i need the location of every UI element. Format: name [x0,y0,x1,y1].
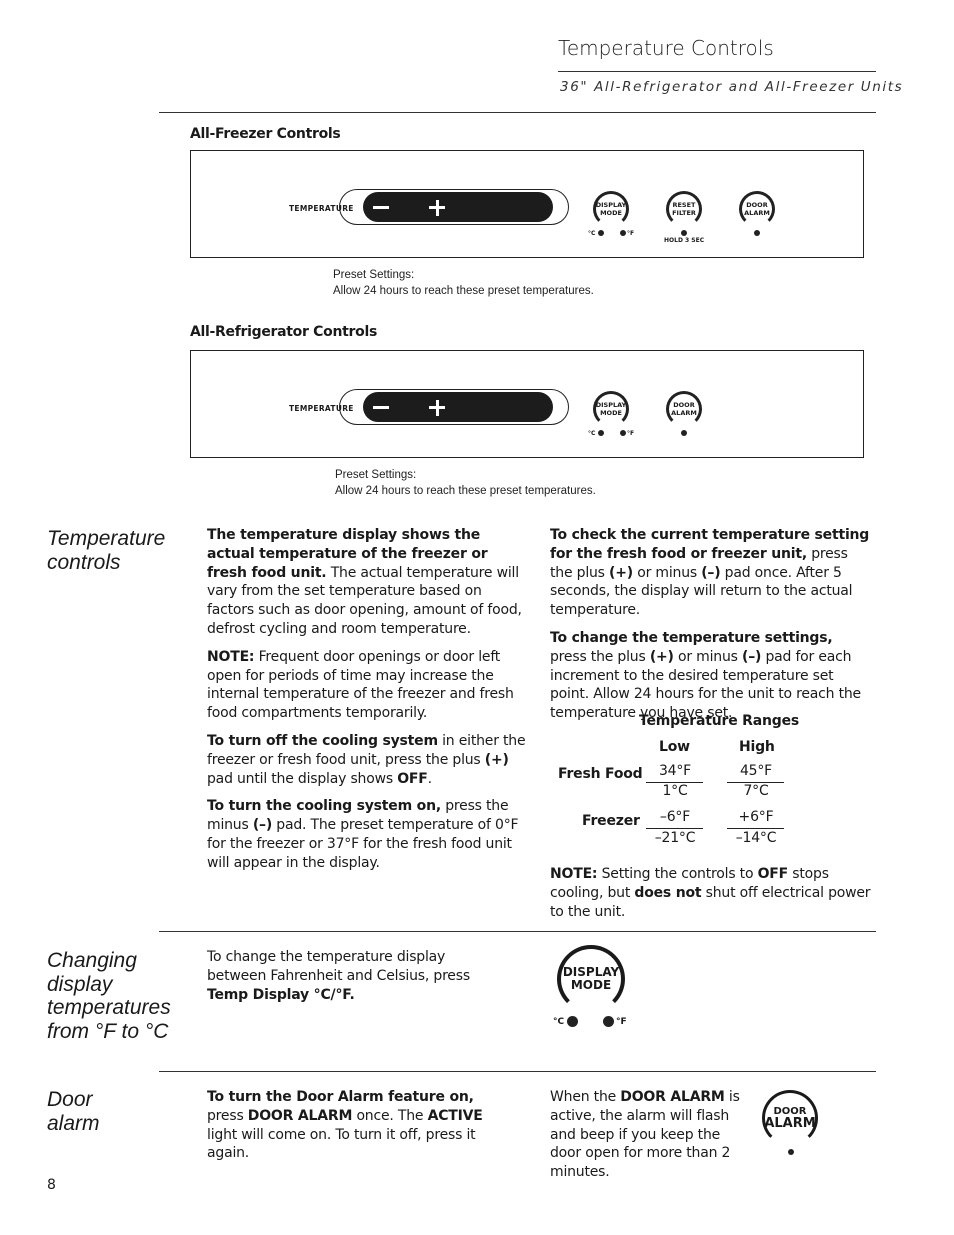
freezer-high-f: +6°F [738,809,774,825]
fridge-control-panel [190,350,864,458]
temperature-controls-left-column [207,526,527,882]
paragraph: To turn the cooling system on, press the minus (–) pad. The preset temperature of 0°F for the freezer or 37°F for the fresh food unit will appear in the display. [207,798,519,871]
door-alarm-heading: Door alarm [47,1088,100,1135]
fahrenheit-indicator [603,1016,614,1027]
freezer-low-f: –6°F [659,809,691,825]
changing-display-text: To change the temperature display between Fahrenheit and Celsius, press Temp Display °C/°F. [207,949,470,1003]
door-alarm-indicator [681,430,687,436]
freezer-control-panel [190,150,864,258]
fahrenheit-label: °F [616,1017,627,1027]
door-alarm-button[interactable]: DOOR ALARM [739,191,775,227]
freezer-preset-note: Preset Settings: Allow 24 hours to reach these preset temperatures. [333,269,594,297]
cell-divider [646,828,703,829]
header-rule [558,71,876,72]
fresh-food-low-f: 34°F [658,763,692,779]
fresh-food-low-c: 1°C [662,783,688,799]
temperature-pad[interactable] [363,192,553,222]
header-divider [159,112,876,113]
paragraph: NOTE: Frequent door openings or door left open for periods of time may increase the internal temperature of the freezer and fresh food compartments temporarily. [207,648,514,722]
door-alarm-indicator [754,230,760,236]
door-alarm-right-text: When the DOOR ALARM is active, the alarm will flash and beep if you keep the door open for more than 2 minutes. [550,1089,740,1181]
freezer-panel-label: All-Freezer Controls [190,126,341,142]
page-number: 8 [47,1177,56,1193]
temperature-pad[interactable] [363,392,553,422]
door-alarm-left-text: To turn the Door Alarm feature on, press DOOR ALARM once. The ACTIVE light will come on. To turn it off, press it again. [207,1089,483,1162]
door-alarm-button[interactable]: DOOR ALARM [666,391,702,427]
section-divider [159,931,876,932]
temperature-ranges-title: Temperature Ranges [639,713,800,729]
fresh-food-high-f: 45°F [739,763,773,779]
plus-icon-vertical [436,200,439,216]
door-alarm-button-large[interactable]: DOOR ALARM [762,1090,818,1146]
paragraph: The temperature display shows the actual temperature of the freezer or fresh food unit. The actual temperature will vary from the set temperature based on factors such as door opening, amount of food, defrost cycling and room temperature. [207,527,522,637]
hold-label: HOLD 3 SEC [664,237,705,244]
celsius-label: °C [553,1017,565,1027]
celsius-label: °C [588,230,596,237]
temperature-controls-heading: Temperature controls [47,527,166,574]
paragraph: To change the temperature settings, press the plus (+) or minus (–) pad for each increment to the desired temperature set point. Allow 24 hours for the unit to reach the temperature you have set. [550,629,861,722]
cell-divider [727,828,784,829]
display-mode-button[interactable]: DISPLAY MODE [593,191,629,227]
temperature-label: TEMPERATURE [289,204,354,213]
display-mode-button[interactable]: DISPLAY MODE [593,391,629,427]
temperature-controls-right-column [550,526,870,732]
section-divider [159,1071,876,1072]
celsius-indicator [598,430,604,436]
freezer-high-c: –14°C [735,830,777,846]
fahrenheit-indicator [620,430,626,436]
celsius-indicator [567,1016,578,1027]
freezer-low-c: –21°C [654,830,696,846]
fridge-panel-label: All-Refrigerator Controls [190,324,377,340]
celsius-indicator [598,230,604,236]
row-label-freezer: Freezer [582,813,640,829]
column-header-high: High [739,739,775,755]
reset-filter-indicator [681,230,687,236]
minus-icon[interactable] [373,406,389,409]
page-subtitle: 36" All-Refrigerator and All-Freezer Units [560,79,904,95]
fahrenheit-indicator [620,230,626,236]
plus-icon-vertical [436,400,439,416]
minus-icon[interactable] [373,206,389,209]
fahrenheit-label: °F [627,430,635,437]
column-header-low: Low [659,739,690,755]
celsius-label: °C [588,430,596,437]
reset-filter-button[interactable]: RESET FILTER [666,191,702,227]
paragraph: To turn off the cooling system in either the freezer or fresh food unit, press the plus (+) pad until the display shows OFF. [207,732,526,787]
fresh-food-high-c: 7°C [743,783,769,799]
temperature-label: TEMPERATURE [289,404,354,413]
row-label-fresh-food: Fresh Food [558,766,643,782]
fahrenheit-label: °F [627,230,635,237]
changing-display-heading: Changing display temperatures from °F to °C [47,949,171,1043]
door-alarm-indicator [788,1149,794,1155]
display-mode-button-large[interactable]: DISPLAY MODE [557,945,625,1013]
off-note: NOTE: Setting the controls to OFF stops cooling, but does not shut off electrical power to the unit. [550,866,871,920]
fridge-preset-note: Preset Settings: Allow 24 hours to reach these preset temperatures. [335,469,596,497]
paragraph: To check the current temperature setting for the fresh food or freezer unit, press the plus (+) or minus (–) pad once. After 5 seconds, the display will return to the actual temperature. [550,527,870,619]
page-title: Temperature Controls [558,36,774,60]
